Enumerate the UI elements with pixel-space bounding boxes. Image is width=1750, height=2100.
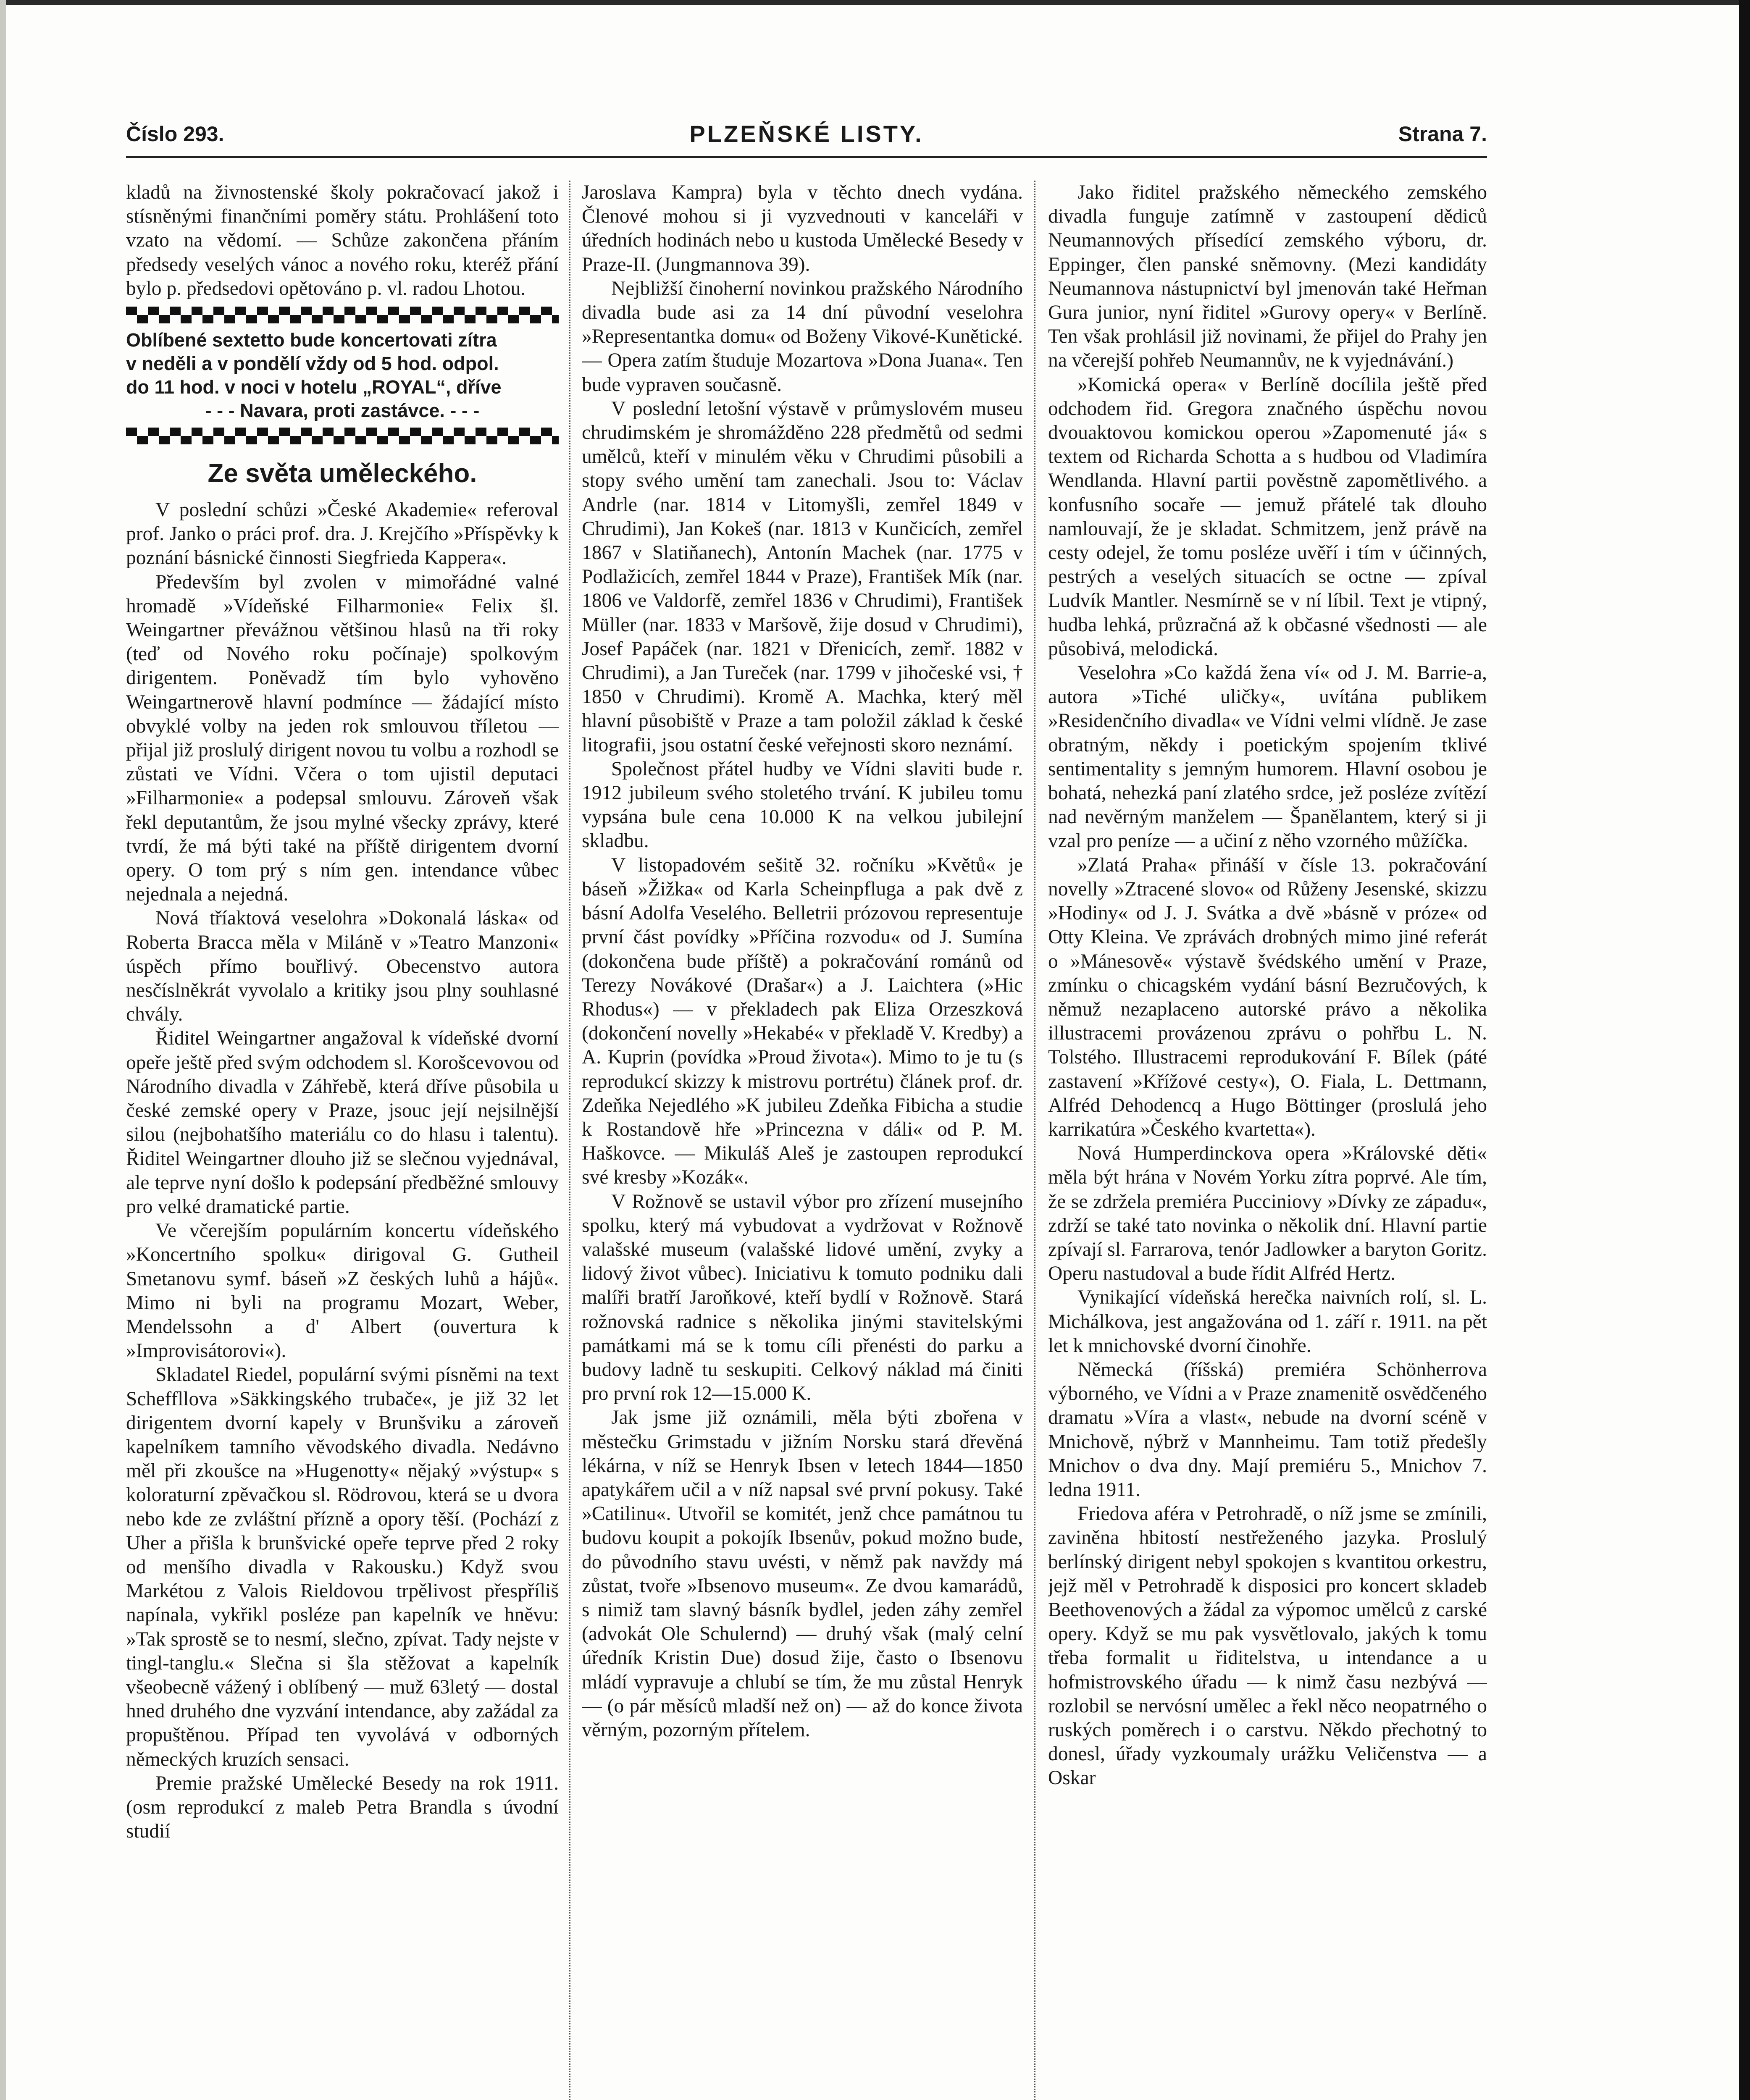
article-paragraph: Jak jsme již oznámili, měla býti zbořena v městečku Grimstadu v jižním Norsku stará dřevěná lékárna, v níž se Henryk Ibsen v letech 1844—1850 apatykářem učil a v níž napsal své první pokusy. Také »Catilinu«. Utvořil se komitét, jenž chce památnou tu budovu koupit a pokojík Ibsenův, pokud možno bude, do původního stavu uvésti, v němž pak navždy má zůstat, tvoře »Ibsenovo museum«. Ze dvou kamarádů, s nimiž tam slavný básník bydlel, jeden záhy zemřel (advokát Ole Schulernd) — druhý však (malý celní úředník Kristin Due) dosud žije, často o Ibsenovu mládí vypravuje a chlubí se tím, že mu zůstal Henryk — (o pár měsíců mladší než on) — až do konce života věrným, pozorným přítelem.: [582, 1407, 1023, 1741]
notice-line: Oblíbené sextetto bude koncertovati zítra: [126, 329, 497, 351]
article-paragraph: Nová tříaktová veselohra »Dokonalá láska« od Roberta Bracca měla v Miláně v »Teatro Manzoni« úspěch přímo bouřlivý. Obecenstvo autora nesčíslněkrát vyvolalo a kritiky jsou plny souhlasné chvály.: [126, 907, 559, 1026]
article-paragraph: »Komická opera« v Berlíně docílila ještě před odchodem řid. Gregora značného úspěchu novou dvouaktovou komickou operou »Zapomenuté já« s textem od Richarda Schotta a s hudbou od Vladimíra Wendlanda. Hlavní partii pověstně zapomětlivého. a konfusního socaře — jemuž přátelé tak dlouho namlouvají, že je skladat. Schmitzem, jenž právě na cesty odejel, že tomu posléze uvěří i tím v účinných, pestrých a veselých situacích se octne — zpíval Ludvík Mantler. Nesmírně se v ní líbil. Text je vtipný, hudba lehká, průzračná až k občasné všednosti — ale působivá, melodická.: [1048, 373, 1487, 660]
issue-number: Číslo 293.: [126, 122, 224, 146]
newspaper-title: PLZEŇSKÉ LISTY.: [689, 121, 924, 147]
scan-edge-right: [1739, 0, 1750, 2100]
article-paragraph: V listopadovém sešitě 32. ročníku »Květů« je báseň »Žižka« od Karla Scheinpfluga a pak dvě z básní Adolfa Veselého. Belletrii prózovou representuje první část povídky »Příčina rozvodu« od J. Sumína (dokončena bude příště) a pokračování románů od Terezy Novákové (Drašar«) a J. Laichtera (»Hic Rhodus«) — v překladech pak Eliza Orzeszková (dokončení novelly »Hekabé« v překladě V. Kredby) a A. Kuprin (povídka »Proud života«). Mimo to je tu (s reprodukcí skizzy k mistrovu portrétu) článek prof. dr. Zdeňka Nejedlého »K jubileu Zdeňka Fibicha a studie k Rostandově hře »Princezna v dáli« od P. M. Haškovce. — Mikuláš Aleš je zastoupen reprodukcí své kresby »Kozák«.: [582, 854, 1023, 1189]
article-paragraph: Nejbližší činoherní novinkou pražského Národního divadla bude asi za 14 dní původní veselohra »Representantka domu« od Boženy Vikové-Kunětické. — Opera zatím študuje Mozartova »Dona Juana«. Ten bude vypraven současně.: [582, 277, 1023, 396]
column-divider-1: [569, 181, 571, 2100]
article-paragraph: Skladatel Riedel, populární svými písněmi na text Scheffllova »Säkkingského trubače«, je již 32 let dirigentem dvorní kapely v Brunšviku a zároveň kapelníkem tamního věvodského divadla. Nedávno měl při zkoušce na »Hugenotty« nějaký »výstup« s koloraturní zpěvačkou sl. Rödrovou, která se u dvora nebo kde ze zvláštní přízně a opory těší. (Pochází z Uher a přišla k brunšvické opeře teprve před 2 roky od menšího divadla v Rakousku.) Když svou Markétou z Valois Rieldovou trpělivost přespříliš napínala, vykřikl posléze pan kapelník ve hněvu: »Tak sprostě se to nesmí, slečno, zpívat. Tady nejste v tingl-tanglu.« Slečna si šla stěžovat a kapelník všeobecně vážený i oblíbený — muž 63letý — dostal hned druhého dne vyzvání intendance, aby zažádal za propuštěnou. Případ ten vyvolává v odborných německých kruzích sensaci.: [126, 1364, 559, 1770]
sextet-advertisement: [126, 307, 559, 444]
column-2: [582, 181, 1023, 2100]
article-paragraph: Premie pražské Umělecké Besedy na rok 1911. (osm reprodukcí z maleb Petra Brandla s úvodní studií: [126, 1772, 559, 1843]
article-paragraph: Nová Humperdinckova opera »Královské děti« měla být hrána v Novém Yorku zítra poprvé. Ale tím, že se zdržela premiéra Pucciniovy »Dívky ze západu«, zdrží se také tato novinka o několik dní. Hlavní partie zpívají sl. Farrarova, tenór Jadlowker a baryton Goritz. Operu nastudoval a bude řídit Alfréd Hertz.: [1048, 1142, 1487, 1285]
continued-article: kladů na živnostenské školy pokračovací jakož i stísněnými finančními poměry státu. Prohlášení toto vzato na vědomí. — Schůze zakončena přáním předsedy veselých vánoc a nového roku, kteréž přání bylo p. předsedovi opětováno p. vl. radou Lhotou.: [126, 181, 559, 299]
column-3: [1048, 181, 1487, 2100]
article-paragraph: Vynikající vídeňská herečka naivních rolí, sl. L. Michálkova, jest angažována od 1. září r. 1911. na pět let k mnichovské dvorní činohře.: [1048, 1286, 1487, 1357]
scan-edge-top: [0, 0, 1750, 5]
header-rule: [126, 156, 1487, 158]
notice-line: v neděli a v pondělí vždy od 5 hod. odpol.: [126, 353, 499, 375]
article-paragraph: Německá (říšská) premiéra Schönherrova výborného, ve Vídni a v Praze znamenitě osvědčeného dramatu »Víra a vlast«, nebude na dvorní scéně v Mnichově, nýbrž v Mannheimu. Tam totiž předešly Mnichov o dva dny. Mají premiéru 5., Mnichov 7. ledna 1911.: [1048, 1358, 1487, 1501]
article-paragraph: Jaroslava Kampra) byla v těchto dnech vydána. Členové mohou si ji vyzvednouti v kanceláři v úředních hodinách nebo u kustoda Umělecké Besedy v Praze-II. (Jungmannova 39).: [582, 181, 1023, 276]
article-paragraph: Řiditel Weingartner angažoval k vídeňské dvorní opeře ještě před svým odchodem sl. Korošcevovou od Národního divadla v Záhřebě, která dříve působila u české zemské opery v Praze, jsouc její nejsilnější silou (nejbohatšího materiálu co do hlasu i talentu). Řiditel Weingartner dlouho již se slečnou vyjednával, ale teprve nyní došlo k podepsání předběžné smlouvy pro velké dramatické partie.: [126, 1027, 559, 1218]
article-paragraph: Především byl zvolen v mimořádné valné hromadě »Vídeňské Filharmonie« Felix šl. Weingartner převážnou většinou hlasů na tři roky (teď od Nového roku počínaje) spolkovým dirigentem. Poněvadž tím bylo vyhověno Weingartnerově hlavní podmínce — žádající místo obvyklé volby na jeden rok smlouvou tříletou — přijal již proslulý dirigent novou tu volbu a rozhodl se zůstati ve Vídni. Včera o tom ujistil deputaci »Filharmonie« a podepsal smlouvu. Zároveň však řekl deputantům, že jsou mylné všecky zprávy, které tvrdí, že má býti také na příště dirigentem dvorní opery. O tom prý s ním gen. intendance vůbec nejednala a nejedná.: [126, 571, 559, 906]
section-heading: Ze světa uměleckého.: [208, 459, 477, 488]
notice-line: - - - Navara, proti zastávce. - - -: [205, 400, 480, 422]
checker-border-bottom: [126, 428, 559, 444]
column-divider-2: [1034, 181, 1036, 2100]
page-number: Strana 7.: [1398, 122, 1487, 146]
article-paragraph: Veselohra »Co každá žena ví« od J. M. Barrie-a, autora »Tiché uličky«, uvítána publikem »Residenčního divadla« ve Vídni velmi vlídně. Je zase obratným, někdy i poetickým spojením tklivé sentimentality s jemným humorem. Hlavní osobou je bohatá, nehezká paní zlatého srdce, jež posléze zvítězí nad nevěrným manželem — Španělantem, který si ji vzal pro peníze — a učiní z něho vzorného můžíčka.: [1048, 662, 1487, 852]
article-paragraph: Ve včerejším populárním koncertu vídeňského »Koncertního spolku« dirigoval G. Gutheil Smetanovu symf. báseň »Z českých luhů a hájů«. Mimo ni byli na programu Mozart, Weber, Mendelssohn a d' Albert (ouvertura k »Improvisátorovi«).: [126, 1220, 559, 1362]
article-paragraph: V Rožnově se ustavil výbor pro zřízení musejního spolku, který má vybudovat a vydržovat v Rožnově valašské museum (valašské lidové umění, zvyky a lidový život vůbec). Iniciativu k tomuto podniku dali malíři bratří Jaroňkové, kteří bydlí v Rožnově. Stará rožnovská radnice s několika jinými stavitelskými památkami má se k tomu cíli přenésti do parku a budovy ladně tu seskupiti. Celkový náklad má činiti pro první rok 12—15.000 K.: [582, 1190, 1023, 1405]
article-paragraph: V poslední schůzi »České Akademie« referoval prof. Janko o práci prof. dra. J. Krejčího »Příspěvky k poznání básnické činnosti Siegfrieda Kappera«.: [126, 499, 559, 569]
scan-edge-left: [0, 0, 6, 2100]
article-paragraph: V poslední letošní výstavě v průmyslovém museu chrudimském je shromážděno 228 předmětů od sedmi umělců, kteří v minulém věku v Chrudimi působili a stopy svého umění tam zanechali. Jsou to: Václav Andrle (nar. 1814 v Litomyšli, zemřel 1849 v Chrudimi), Jan Kokeš (nar. 1813 v Kunčicích, zemřel 1867 v Slatiňanech), Antonín Machek (nar. 1775 v Podlažicích, zemřel 1844 v Praze), František Mík (nar. 1806 ve Valdorfě, zemřel 1836 v Chrudimi), František Müller (nar. 1833 v Maršově, žije dosud v Chrudimi), Josef Papáček (nar. 1821 v Dřenicích, zemř. 1882 v Chrudimi), a Jan Tureček (nar. 1799 v jihočeské vsi, † 1850 v Chrudimi). Kromě A. Machka, který měl hlavní působiště v Praze a tam položil základ k české litografii, jsou ostatní české veřejnosti skoro neznámí.: [582, 397, 1023, 756]
notice-line: do 11 hod. v noci v hotelu „ROYAL“, dříve: [126, 376, 502, 398]
column-1: [126, 181, 559, 2100]
article-paragraph: Společnost přátel hudby ve Vídni slaviti bude r. 1912 jubileum svého stoletého trvání. K jubileu tomu vypsána bule cena 10.000 K na velkou jubilejní skladbu.: [582, 758, 1023, 852]
article-paragraph: Jako řiditel pražského německého zemského divadla funguje zatímně v zastoupení dědiců Neumannových přísedící zemského výboru, dr. Eppinger, člen panské sněmovny. (Mezi kandidáty Neumannova nástupnictví byl jmenován také Heřman Gura junior, nyní řiditel »Gurovy opery« v Berlíně. Ten však prohlásil již novinami, že přijel do Prahy jen na včerejší pohřeb Neumannův, ne k vyjednávání.): [1048, 181, 1487, 372]
article-paragraph: Friedova aféra v Petrohradě, o níž jsme se zmínili, zaviněna hbitostí nestřeženého jazyka. Proslulý berlínský dirigent nebyl spokojen s kvantitou orkestru, jejž měl v Petrohradě k disposici pro koncert skladeb Beethovenových a žádal za výpomoc umělců z carské opery. Když se mu pak vysvětlovalo, jakých k tomu třeba formalit u řiditelstva, u intendance a u hofmistrovského úřadu — k nimž času nezbývá — rozlobil se nervósní umělec a řekl něco neopatrného o ruských poměrech i o carstvu. Někdo přechotný to donesl, úřady vyzkoumaly urážku Veličenstva — a Oskar: [1048, 1503, 1487, 1789]
page-header: [126, 122, 1487, 155]
checker-border-top: [126, 307, 559, 323]
article-paragraph: »Zlatá Praha« přináší v čísle 13. pokračování novelly »Ztracené slovo« od Růženy Jesenské, skizzu »Hodiny« od J. J. Svátka a dvě »básně v próze« od Otty Kleina. Ve zprávách drobných mimo jiné referát o »Mánesově« výstavě švédského umění v Praze, zmínku o chicagském vydání básní Bezručových, k němuž nezaplaceno autorské právo a několika illustracemi provázenou zprávu o pohřbu L. N. Tolstého. Illustracemi reprodukování F. Bílek (páté zastavení »Křížové cesty«), O. Fiala, L. Dettmann, Alfréd Dehodencq a Hugo Böttinger (proslulá jeho karrikatúra »Českého kvartetta«).: [1048, 854, 1487, 1140]
